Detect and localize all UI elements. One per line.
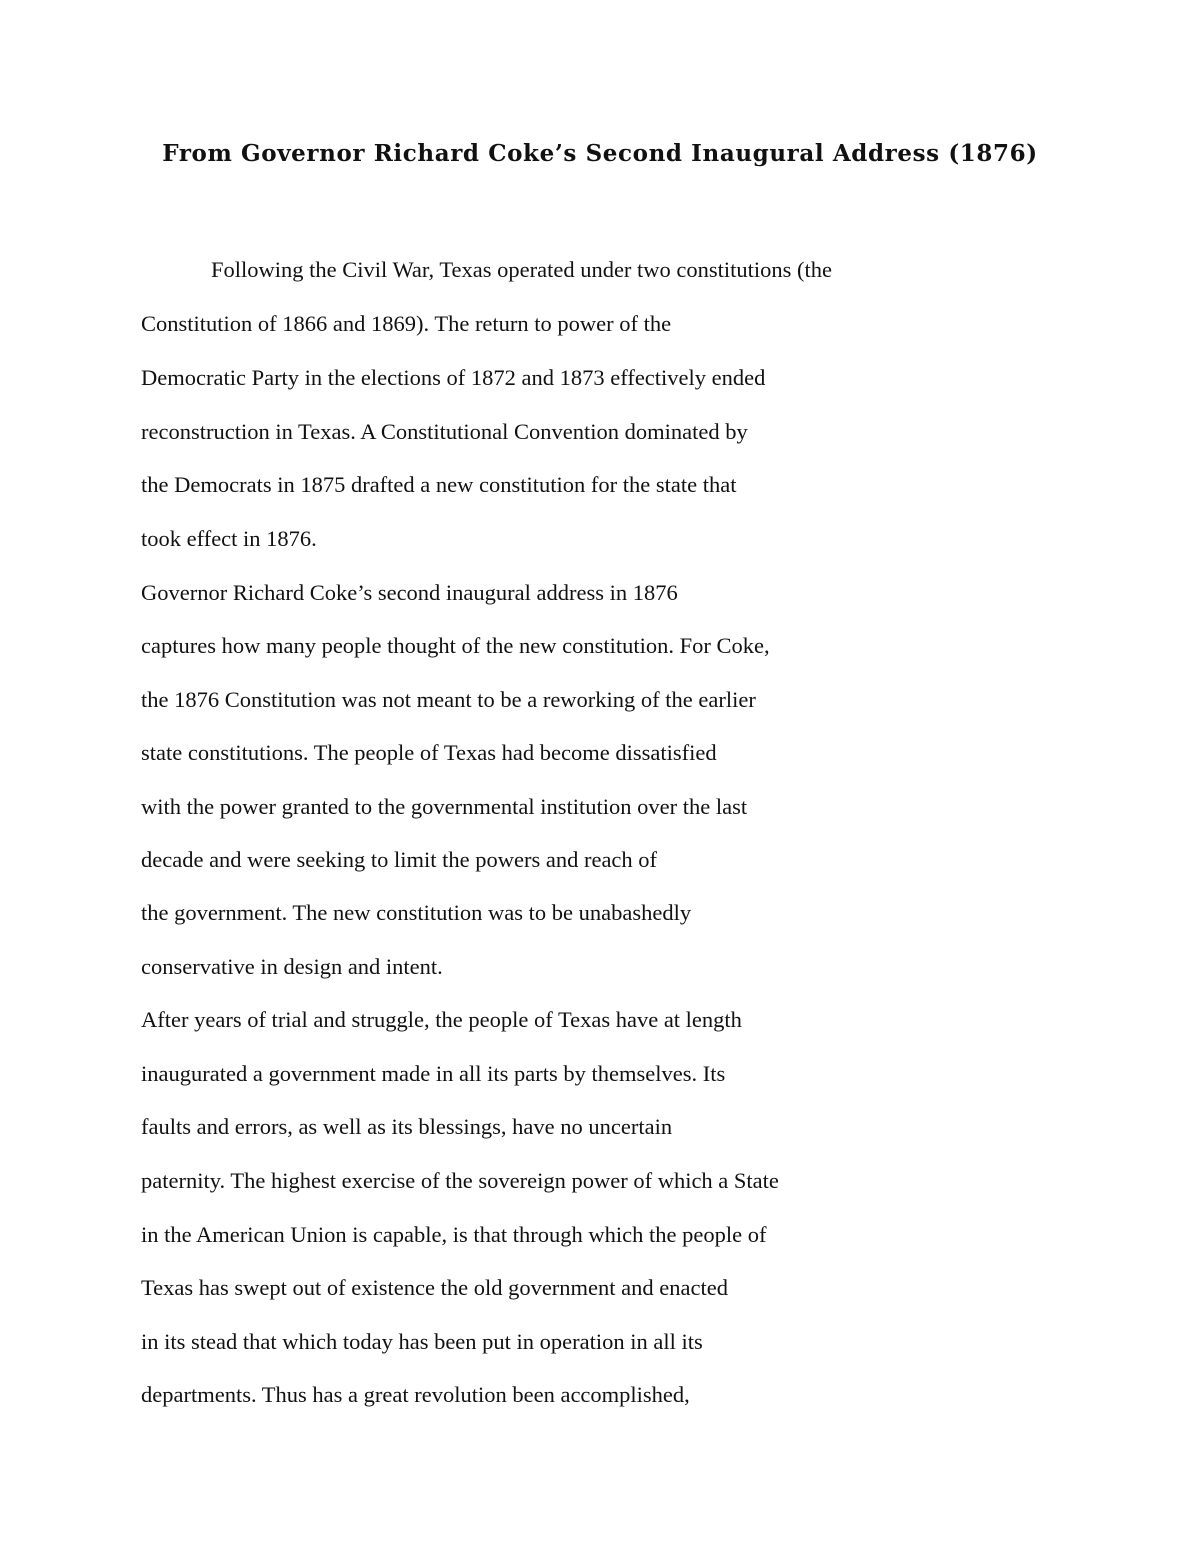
text-line: Texas has swept out of existence the old government and enacted	[141, 1275, 728, 1300]
text-line: inaugurated a government made in all its parts by themselves. Its	[141, 1061, 726, 1086]
text-line: the Democrats in 1875 drafted a new constitution for the state that	[141, 472, 737, 497]
document-title: From Governor Richard Coke’s Second Inaugural Address (1876)	[162, 140, 1038, 167]
text-line: departments. Thus has a great revolution been accomplished,	[141, 1382, 690, 1407]
text-line: reconstruction in Texas. A Constitutional Convention dominated by	[141, 419, 748, 444]
text-line: in its stead that which today has been put in operation in all its	[141, 1329, 703, 1354]
text-line: captures how many people thought of the new constitution. For Coke,	[141, 633, 770, 658]
text-line: with the power granted to the governmental institution over the last	[141, 794, 748, 819]
text-line: conservative in design and intent.	[141, 954, 443, 979]
text-line: Governor Richard Coke’s second inaugural address in 1876	[141, 580, 678, 605]
text-line: decade and were seeking to limit the powers and reach of	[141, 847, 658, 872]
text-line: took effect in 1876.	[141, 526, 317, 551]
text-line: the 1876 Constitution was not meant to be a reworking of the earlier	[141, 687, 756, 712]
text-line: paternity. The highest exercise of the sovereign power of which a State	[141, 1168, 779, 1193]
text-line: Constitution of 1866 and 1869). The return to power of the	[141, 311, 672, 336]
text-line: Following the Civil War, Texas operated under two constitutions (the	[211, 257, 833, 282]
text-line: the government. The new constitution was to be unabashedly	[141, 900, 692, 925]
text-line: state constitutions. The people of Texas had become dissatisfied	[141, 740, 717, 765]
text-line: Democratic Party in the elections of 1872 and 1873 effectively ended	[141, 365, 766, 390]
text-line: in the American Union is capable, is that through which the people of	[141, 1222, 767, 1247]
text-line: After years of trial and struggle, the people of Texas have at length	[141, 1007, 742, 1032]
text-line: faults and errors, as well as its blessings, have no uncertain	[141, 1114, 673, 1139]
